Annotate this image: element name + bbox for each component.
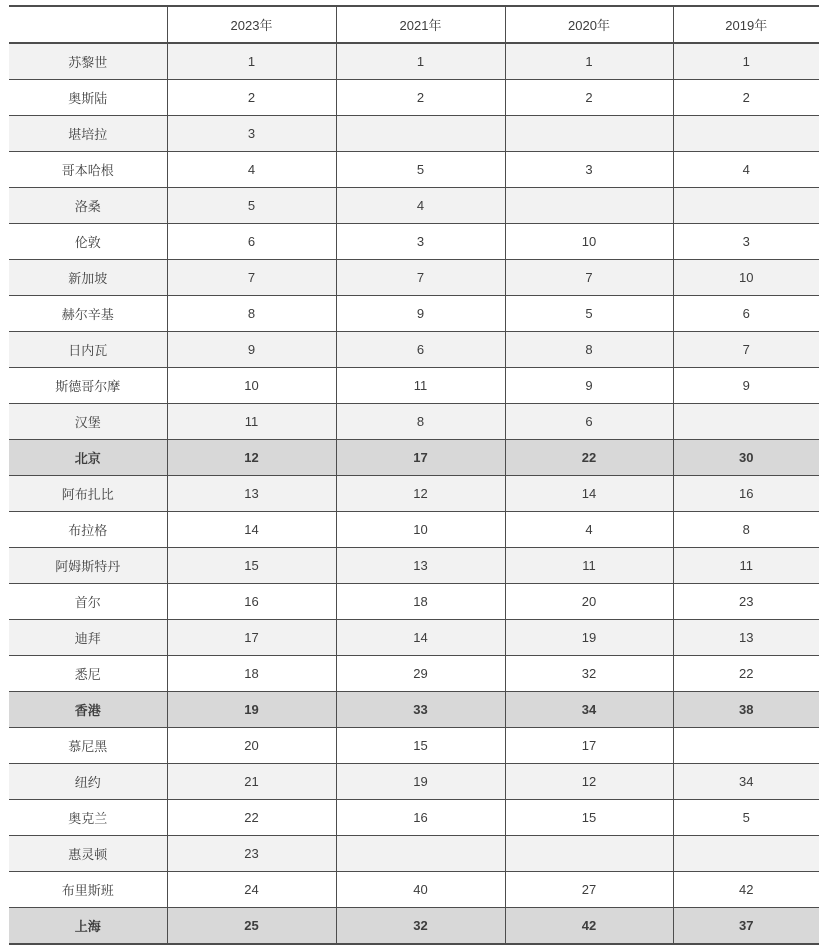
city-name-cell: 慕尼黑 [68,739,108,754]
rank-cell: 11 [673,548,819,584]
header-cell-2020: 2020年 [505,6,673,43]
rank-cell: 34 [673,764,819,800]
rank-cell: 15 [505,800,673,836]
rank-cell: 14 [336,620,505,656]
city-name-cell: 斯德哥尔摩 [55,379,121,394]
table-row [9,908,819,945]
rank-cell: 33 [336,692,505,728]
table-row [9,260,819,296]
city-name-cell: 洛桑 [74,199,101,214]
table-row [9,692,819,728]
rank-cell: 9 [505,368,673,404]
rank-cell: 38 [673,692,819,728]
rank-cell: 2 [505,80,673,116]
city-name-cell: 伦敦 [74,235,101,250]
rank-cell: 22 [167,800,336,836]
table-row [9,368,819,404]
rank-cell: 10 [505,224,673,260]
rank-cell: 8 [167,296,336,332]
rank-cell: 19 [336,764,505,800]
city-name-cell: 新加坡 [68,271,108,286]
rank-cell: 2 [336,80,505,116]
rank-cell [673,188,819,224]
table-row [9,476,819,512]
city-name-cell: 纽约 [74,775,101,790]
rank-cell: 37 [673,908,819,945]
rank-cell: 2 [673,80,819,116]
rank-cell: 1 [167,43,336,80]
rank-cell: 32 [336,908,505,945]
city-name-cell: 日内瓦 [68,343,108,358]
rank-cell: 6 [336,332,505,368]
rank-cell: 11 [336,368,505,404]
rank-cell: 42 [505,908,673,945]
rank-cell: 19 [167,692,336,728]
rank-cell: 13 [167,476,336,512]
city-name-cell: 奥克兰 [68,811,108,826]
city-name-cell: 惠灵顿 [68,847,108,862]
rank-cell: 9 [673,368,819,404]
header-cell-2019: 2019年 [673,6,819,43]
rank-cell: 22 [505,440,673,476]
rank-cell: 3 [673,224,819,260]
table-row [9,800,819,836]
rank-cell [673,116,819,152]
rank-cell [505,188,673,224]
rank-cell [336,836,505,872]
table-row [9,872,819,908]
rank-cell: 14 [167,512,336,548]
header-cell-2021: 2021年 [336,6,505,43]
rank-cell: 1 [673,43,819,80]
rank-cell [505,116,673,152]
rank-cell: 16 [167,584,336,620]
rank-cell: 15 [167,548,336,584]
city-name-cell: 哥本哈根 [61,163,114,178]
city-name-cell: 堪培拉 [68,127,108,142]
rank-cell: 7 [505,260,673,296]
rank-cell: 3 [167,116,336,152]
rank-cell: 17 [167,620,336,656]
city-ranking-table [9,5,819,945]
rank-cell: 25 [167,908,336,945]
rank-cell: 21 [167,764,336,800]
rank-cell [336,116,505,152]
rank-cell [505,836,673,872]
rank-cell: 23 [673,584,819,620]
rank-cell: 19 [505,620,673,656]
rank-cell: 24 [167,872,336,908]
table-row [9,404,819,440]
rank-cell: 1 [336,43,505,80]
table-row [9,620,819,656]
city-name-cell: 赫尔辛基 [61,307,114,322]
rank-cell: 8 [505,332,673,368]
city-name-cell: 迪拜 [74,631,101,646]
rank-cell: 8 [336,404,505,440]
city-name-cell: 阿姆斯特丹 [55,559,121,574]
rank-cell [673,836,819,872]
rank-cell: 3 [505,152,673,188]
header-cell-city [9,6,167,43]
table-row [9,656,819,692]
rank-cell: 4 [673,152,819,188]
rank-cell: 7 [167,260,336,296]
rank-cell: 10 [167,368,336,404]
rank-cell: 32 [505,656,673,692]
rank-cell: 18 [167,656,336,692]
city-name-cell: 汉堡 [74,415,101,430]
rank-cell: 12 [505,764,673,800]
rank-cell: 13 [336,548,505,584]
city-name-cell: 香港 [74,703,101,718]
table-row [9,80,819,116]
rank-cell: 17 [336,440,505,476]
rank-cell: 3 [336,224,505,260]
rank-cell: 22 [673,656,819,692]
rank-cell: 8 [673,512,819,548]
table-row [9,296,819,332]
rank-cell: 10 [336,512,505,548]
rank-cell: 6 [673,296,819,332]
table-body [9,43,819,944]
city-name-cell: 奥斯陆 [68,91,108,106]
rank-cell: 4 [505,512,673,548]
table-row [9,764,819,800]
table-row [9,548,819,584]
city-name-cell: 苏黎世 [68,55,108,70]
city-name-cell: 阿布扎比 [61,487,114,502]
rank-cell: 5 [167,188,336,224]
header-cell-2023: 2023年 [167,6,336,43]
rank-cell: 15 [336,728,505,764]
table-row [9,43,819,80]
rank-cell: 20 [167,728,336,764]
table-row [9,188,819,224]
rank-cell: 11 [505,548,673,584]
table-row [9,584,819,620]
rank-cell: 30 [673,440,819,476]
table-row [9,152,819,188]
city-name-cell: 布拉格 [68,523,108,538]
table-row [9,440,819,476]
rank-cell: 42 [673,872,819,908]
table-row [9,224,819,260]
rank-cell: 12 [167,440,336,476]
rank-cell: 16 [673,476,819,512]
rank-cell: 11 [167,404,336,440]
rank-cell [673,404,819,440]
rank-cell: 4 [167,152,336,188]
rank-cell: 5 [505,296,673,332]
rank-cell: 17 [505,728,673,764]
rank-cell: 2 [167,80,336,116]
rank-cell: 20 [505,584,673,620]
rank-cell: 29 [336,656,505,692]
rank-cell: 40 [336,872,505,908]
table-row [9,116,819,152]
header-row [9,6,819,43]
rank-cell: 16 [336,800,505,836]
rank-cell: 10 [673,260,819,296]
table-row [9,836,819,872]
rank-cell: 14 [505,476,673,512]
rank-cell: 7 [336,260,505,296]
table-header [9,6,819,43]
table-row [9,332,819,368]
city-name-cell: 悉尼 [74,667,101,682]
rank-cell: 18 [336,584,505,620]
city-name-cell: 首尔 [74,595,101,610]
city-name-cell: 北京 [74,451,101,466]
rank-cell: 7 [673,332,819,368]
rank-cell [673,728,819,764]
rank-cell: 34 [505,692,673,728]
rank-cell: 23 [167,836,336,872]
rank-cell: 9 [336,296,505,332]
table-row [9,728,819,764]
rank-cell: 9 [167,332,336,368]
city-name-cell: 上海 [74,919,101,934]
rank-cell: 5 [673,800,819,836]
table-row [9,512,819,548]
rank-cell: 6 [505,404,673,440]
rank-cell: 1 [505,43,673,80]
rank-cell: 6 [167,224,336,260]
city-name-cell: 布里斯班 [61,883,114,898]
rank-cell: 27 [505,872,673,908]
rank-cell: 4 [336,188,505,224]
rank-cell: 5 [336,152,505,188]
rank-cell: 12 [336,476,505,512]
rank-cell: 13 [673,620,819,656]
